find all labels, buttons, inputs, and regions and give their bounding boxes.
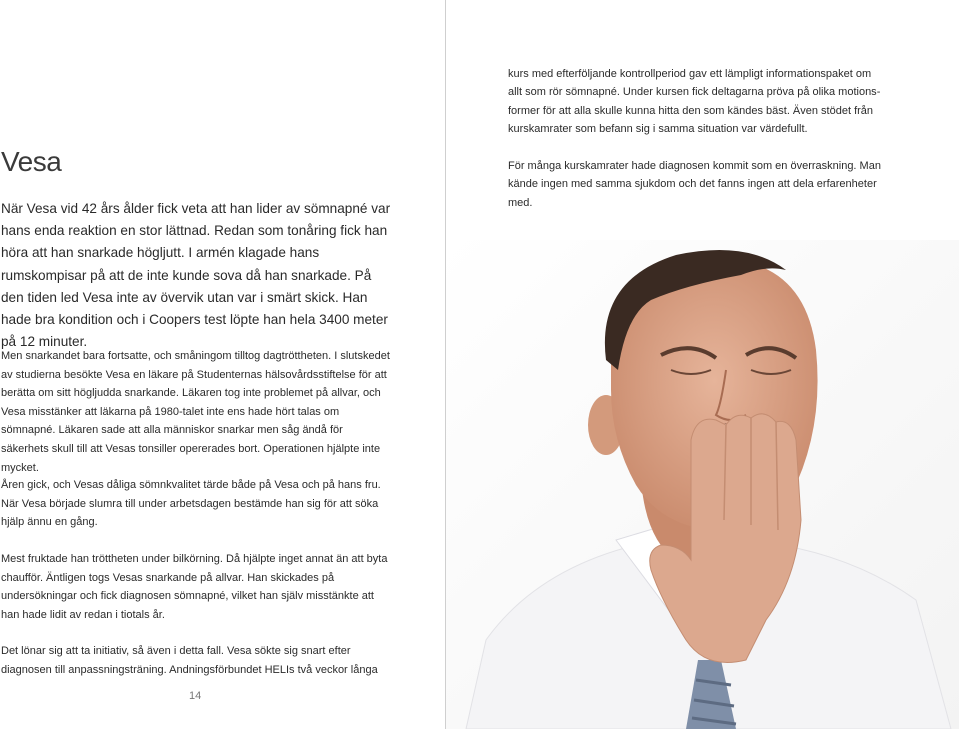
left-page	[0, 0, 445, 729]
right-paragraph-1: kurs med efterföljande kontrollperiod gav ett lämpligt informationspaket om allt som rör sömnapné. Under kursen fick deltagarna pröva på olika motionsformer för att alla skulle kunna hitta den som kändes bäst. Även stödet från kurskamrater som befann sig i samma situation var värdefullt.	[508, 68, 881, 136]
article-heading: Vesa	[1, 146, 62, 177]
yawning-man-photo	[446, 240, 959, 729]
intro-paragraph: När Vesa vid 42 års ålder fick veta att han lider av sömnapné var hans enda reaktion en stor lättnad. Redan som tonåring fick han höra att han snarkade högljutt. I armén klagade hans rumskompisar på att de inte kunde sova då han snarkade. På den tiden led Vesa inte av övervik utan var i smärt skick. Han hade bra kondition och i Coopers test löpte han hela 3400 meter på 12 minuter.	[1, 201, 391, 350]
right-page	[446, 0, 959, 729]
body-paragraph-3: Mest fruktade han tröttheten under bilkörning. Då hjälpte inget annat än att byta chaufför. Äntligen togs Vesas snarkande på allvar. Han skickades på undersökningar och fick diagnosen sömnapné, vilket han själv misstänkte att han hade lidit av redan i tiotals år.	[1, 553, 388, 621]
page-number: 14	[189, 690, 202, 702]
body-paragraph-4: Det lönar sig att ta initiativ, så även i detta fall. Vesa sökte sig snart efter diagnosen till anpassningsträning. Andningsförbundet HELIs två veckor långa	[1, 645, 378, 676]
body-paragraph-1: Men snarkandet bara fortsatte, och småningom tilltog dagtröttheten. I slutskedet av studierna besökte Vesa en läkare på Studenternas hälsovårdsstiftelse för att berätta om sitt högljudda snarkande. Läkaren tog inte problemet på allvar, och Vesa misstänker att läkarna på 1980-talet inte ens hade hört talas om sömnapné. Läkaren sade att alla människor snarkar men såg ändå för säkerhets skull till att Vesas tonsiller opererades bort. Operationen hjälpte inte mycket.	[1, 350, 390, 474]
right-paragraph-2: För många kurskamrater hade diagnosen kommit som en överraskning. Man kände ingen med samma sjukdom och det fanns ingen att dela erfarenheter med.	[508, 160, 881, 209]
body-paragraph-2: Åren gick, och Vesas dåliga sömnkvalitet tärde både på Vesa och på hans fru. När Vesa började slumra till under arbetsdagen bestämde han sig för att söka hjälp ännu en gång.	[1, 479, 381, 529]
